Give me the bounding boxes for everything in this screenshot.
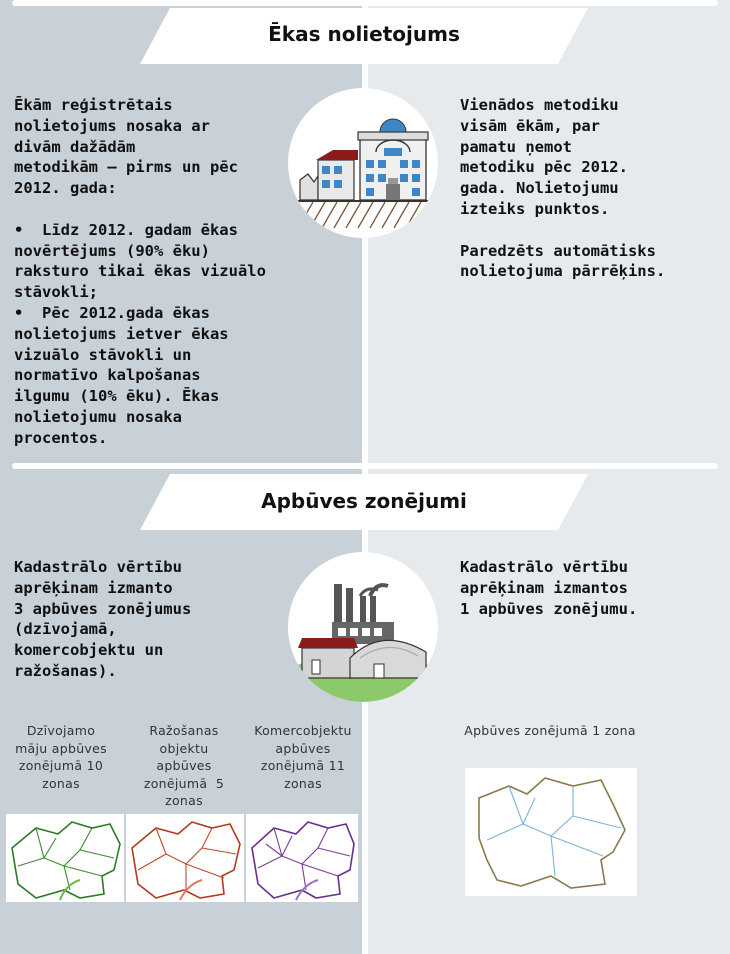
map-icon-commercial [246,814,358,902]
map-icon-industrial [126,814,244,902]
map-icon-single [465,768,637,896]
map-label-commercial: Komercobjektu apbūves zonējumā 11 zonas [254,723,352,791]
section1-title: Ēkas nolietojums [268,22,460,46]
top-divider [12,0,718,6]
section1-right-text: Vienādos metodiku visām ēkām, par pamatu ņemot metodiku pēc 2012. gada. Nolietojumu izteiks punktos. Paredzēts automātisks nolietojuma pārrēķins. [460,96,666,281]
middle-divider [12,463,718,469]
map-label-residential: Dzīvojamo māju apbūves zonējumā 10 zonas [15,723,107,791]
factory-icon [288,552,438,702]
map-icon-residential [6,814,124,902]
map-label-single: Apbūves zonējumā 1 zona [464,723,636,738]
section2-right-text: Kadastrālo vērtību aprēķinam izmantos 1 apbūves zonējumu. [460,558,638,618]
section1-left-text: Ēkām reģistrētais nolietojums nosaka ar divām dažādām metodikām – pirms un pēc 2012. gada: • Līdz 2012. gadam ēkas novērtējums (90% ēku) raksturo tikai ēkas vizuālo stāvokli; • Pēc 2012.gada ēkas nolietojums ietver ēkas vizuālo stāvokli un normatīvo kalpošanas ilgumu (10% ēku). Ēkas nolietojumu nosaka procentos. [14,96,266,447]
map-label-industrial: Ražošanas objektu apbūves zonējumā 5 zonas [143,723,225,808]
section2-title: Apbūves zonējumi [261,489,467,513]
section2-left-text: Kadastrālo vērtību aprēķinam izmanto 3 apbūves zonējumus (dzīvojamā, komercobjektu un ražošanas). [14,558,192,680]
building-icon [288,88,438,238]
